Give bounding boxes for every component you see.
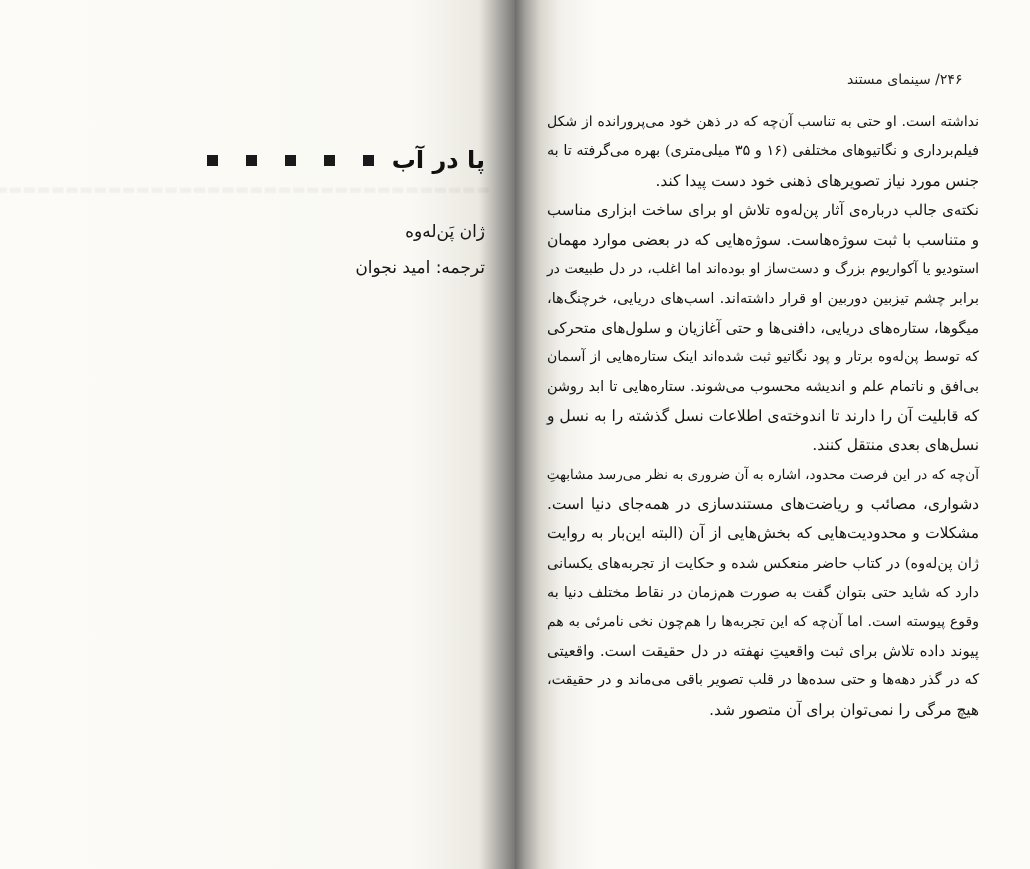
- text-line: وقوع پیوسته است. اما آن‌چه که این تجربه‌ها را هم‌چون نخی نامرئی به هم: [547, 613, 979, 630]
- text-line: دارد که شاید حتی بتوان گفت به صورت هم‌زمان در نقاط مختلف دنیا به: [547, 584, 979, 602]
- square-ornament: [207, 155, 218, 166]
- text-line: فیلم‌برداری و نگاتیوهای مختلفی (۱۶ و ۳۵ میلی‌متری) بهره می‌گرفته تا به: [547, 143, 980, 160]
- text-line: مشکلات و محدودیت‌هایی که بخش‌هایی از آن (البته این‌بار به روایت: [547, 524, 979, 543]
- body-text: [547, 108, 979, 725]
- text-line: که توسط پن‌له‌وه برتار و پود نگاتیو ثبت شده‌اند اینک ستاره‌هایی از آسمان: [547, 349, 979, 366]
- show-through-text: [60, 175, 490, 205]
- square-ornament: [363, 155, 374, 166]
- text-line: آن‌چه که در این فرصت محدود، اشاره به آن ضروری به نظر می‌رسد مشابهتِ: [546, 466, 979, 483]
- text-line: که در گذر دهه‌ها و حتی سده‌ها در قلب تصویر باقی می‌ماند و در حقیقت،: [547, 672, 979, 689]
- text-line: که قابلیت آن را دارند تا اندوخته‌ی اطلاعات نسل گذشته را به نسل و: [547, 406, 979, 425]
- text-line: نکته‌ی جالب درباره‌ی آثار پن‌له‌وه تلاش او برای ساخت ابزاری مناسب: [547, 201, 979, 220]
- square-ornament: [246, 155, 257, 166]
- decorative-squares: [207, 155, 374, 166]
- text-line: برابر چشم تیزبین دوربین او قرار داشته‌اند. اسب‌های دریایی، خرچنگ‌ها،: [547, 290, 979, 308]
- running-head: ۲۴۶/ سینمای مستند: [847, 72, 963, 88]
- text-line: ژان پن‌له‌وه) در کتاب حاضر منعکس شده و حکایت از تجربه‌های یکسانی: [547, 554, 979, 572]
- square-ornament: [285, 155, 296, 166]
- translator-credit: ترجمه: امید نجوان: [355, 258, 485, 278]
- text-line: هیچ مرگی را نمی‌توان برای آن متصور شد.: [709, 700, 979, 719]
- text-line: جنس مورد نیاز تصویرهای ذهنی خود دست پیدا کند.: [655, 171, 979, 190]
- text-line: پیوند داده تلاش برای ثبت واقعیتِ نهفته در دل حقیقت است. واقعیتی: [547, 642, 979, 661]
- text-line: و متناسب با ثبت سوژه‌هاست. سوژه‌هایی که در بعضی موارد مهمان: [547, 230, 979, 249]
- text-line: بی‌افق و ناتمام علم و اندیشه محسوب می‌شوند. ستاره‌هایی تا ابد روشن: [547, 378, 979, 395]
- chapter-title: پا در آب: [391, 146, 485, 174]
- chapter-heading: [185, 146, 485, 174]
- text-line: دشواری، مصائب و ریاضت‌های مستندسازی در همه‌جای دنیا است.: [547, 495, 979, 514]
- text-line: نسل‌های بعدی منتقل کنند.: [812, 436, 979, 455]
- text-line: میگوها، ستاره‌های دریایی، دافنی‌ها و حتی آغازیان و سلول‌های متحرکی: [547, 319, 979, 337]
- text-line: نداشته است. او حتی به تناسب آن‌چه که در ذهن خود می‌پرورانده از شکل: [547, 114, 979, 130]
- square-ornament: [324, 155, 335, 166]
- text-line: استودیو یا آکواریوم بزرگ و دست‌ساز او بوده‌اند اما اغلب، در دل طبیعت در: [547, 260, 979, 277]
- author-name: ژان پَن‌له‌وه: [405, 222, 485, 242]
